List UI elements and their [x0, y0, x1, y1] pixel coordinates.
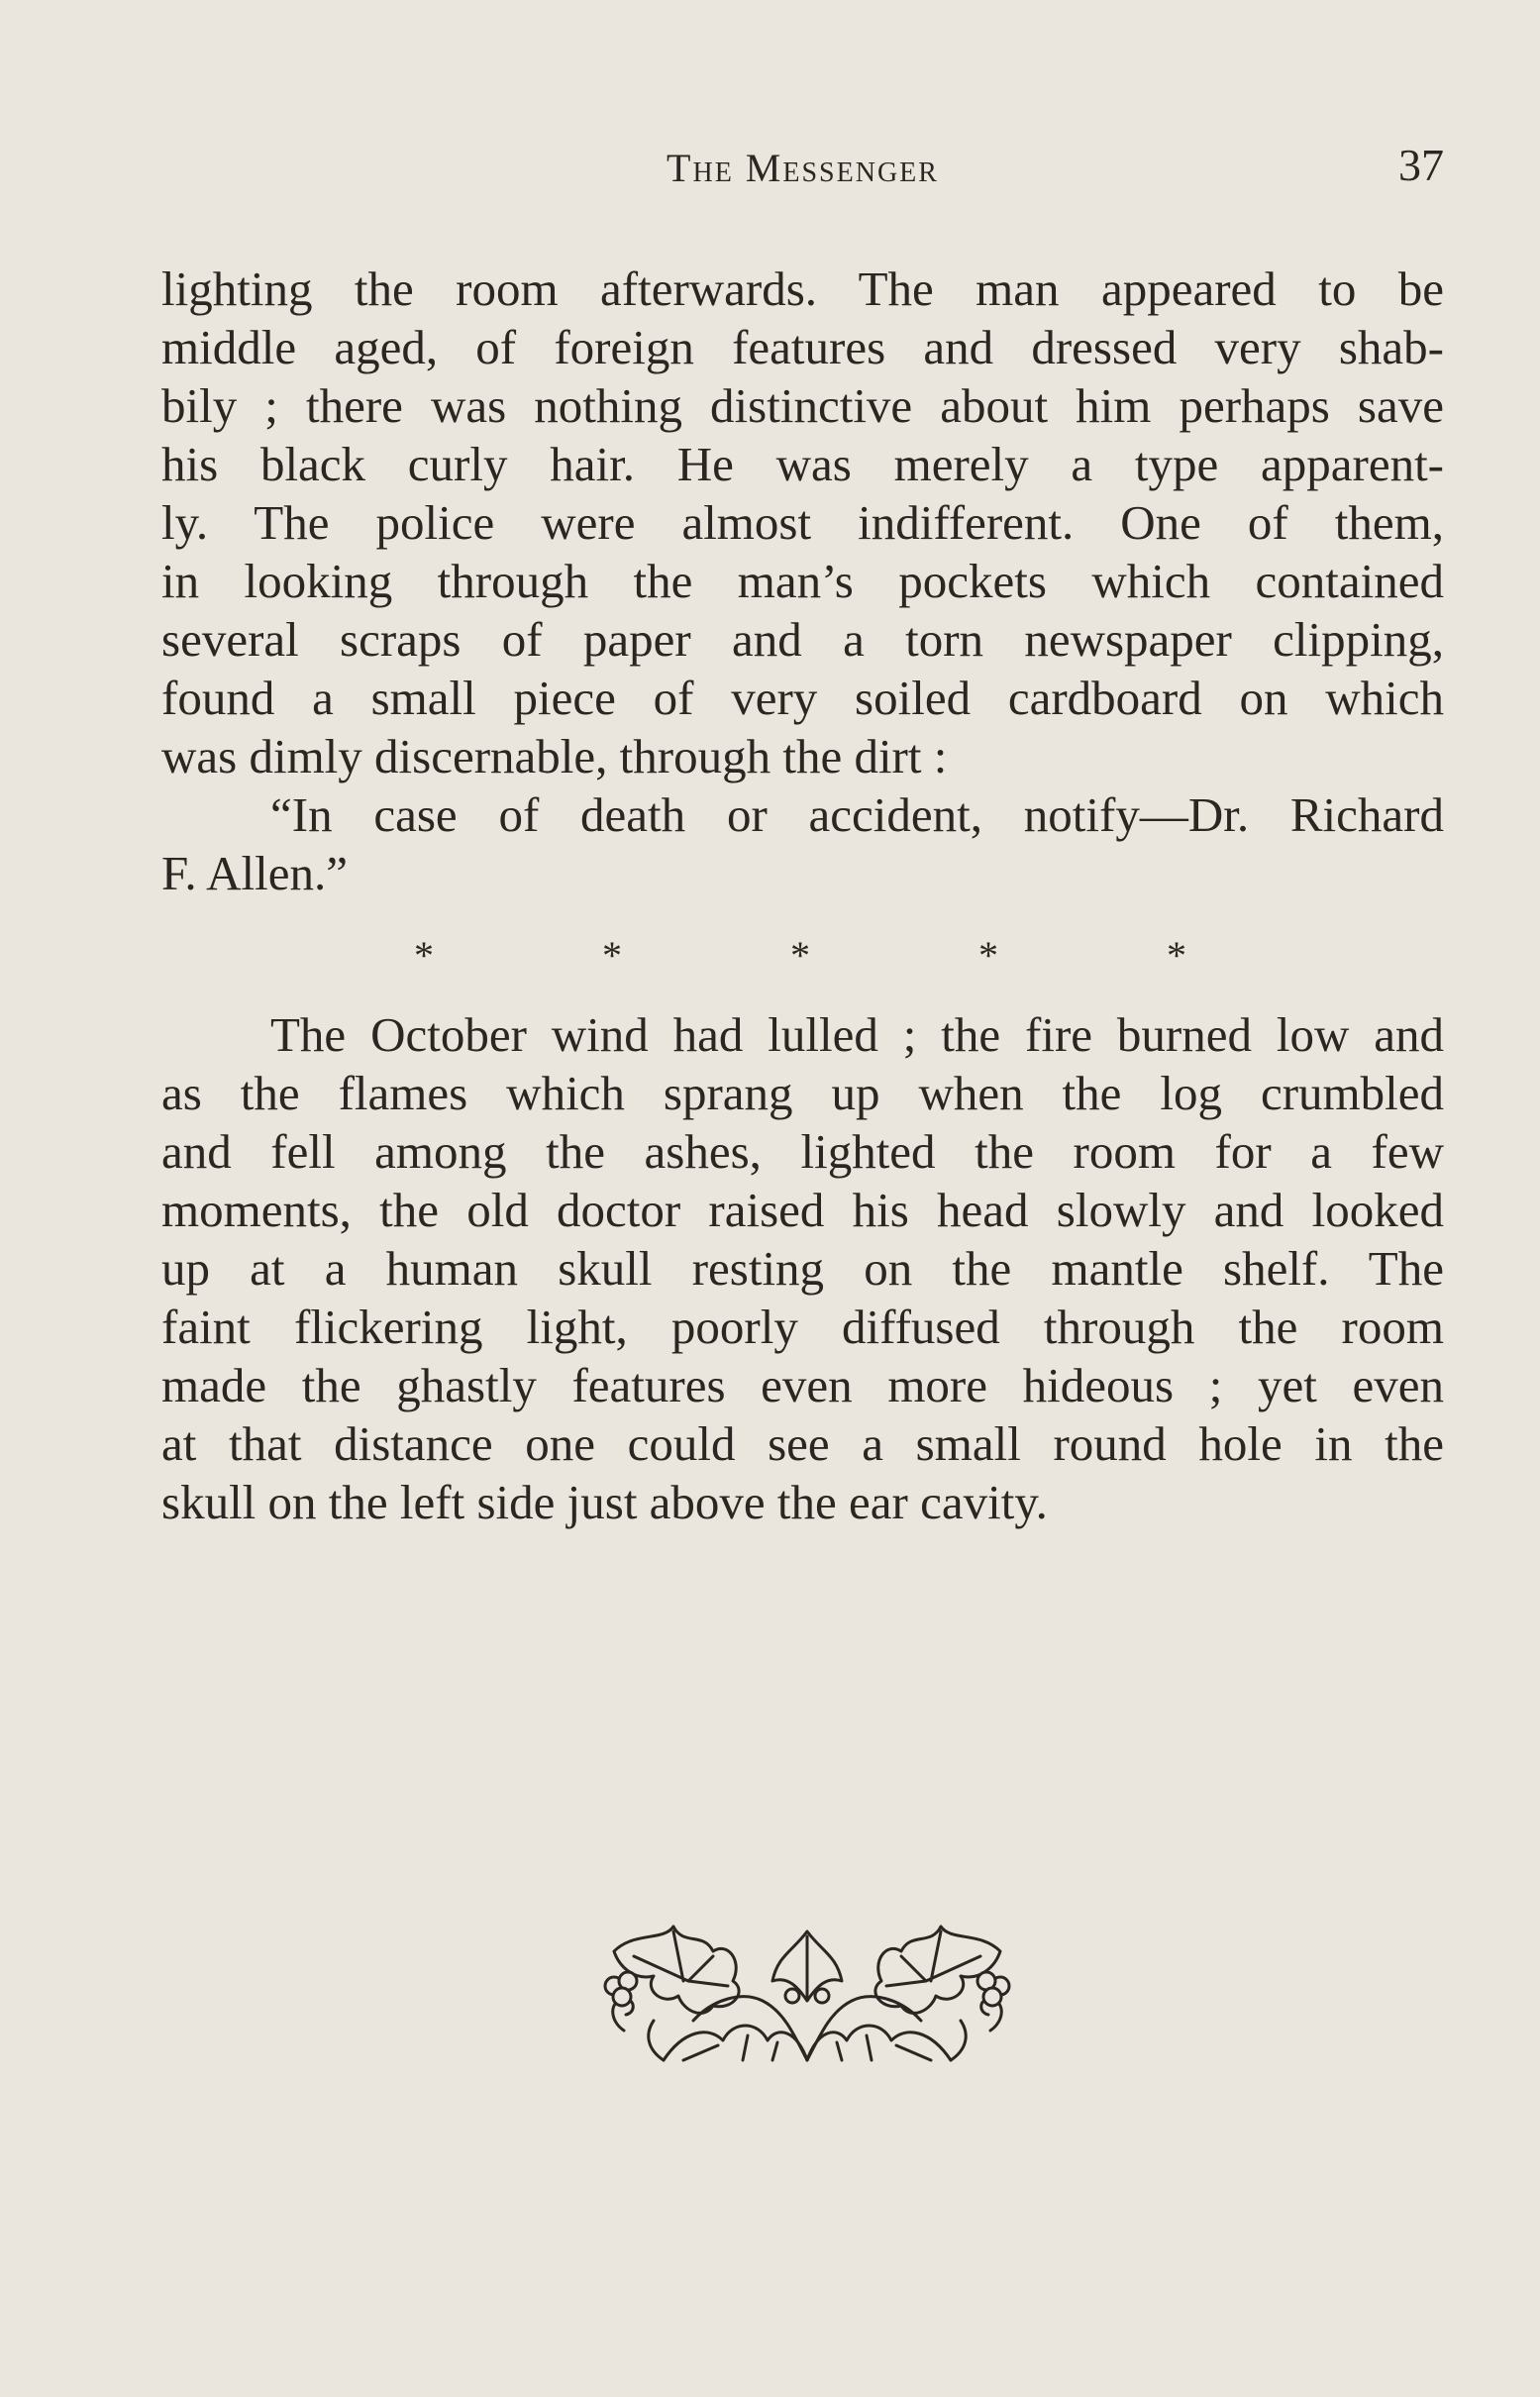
text-line: lighting the room afterwards. The man appeared to be [161, 261, 1444, 316]
text-line: his black curly hair. He was merely a type apparent- [161, 437, 1444, 491]
text-line: The October wind had lulled ; the fire burned low and [270, 1007, 1444, 1062]
asterisk: * [602, 933, 622, 978]
asterisk: * [978, 933, 998, 978]
paragraph-2 [161, 785, 1444, 902]
text-line: skull on the left side just above the ear cavity. [161, 1475, 1048, 1529]
text-line: found a small piece of very soiled cardboard on which [161, 671, 1444, 725]
text-line: made the ghastly features even more hideous ; yet even [161, 1358, 1444, 1412]
text-line: bily ; there was nothing distinctive about him perhaps save [161, 378, 1444, 433]
text-line: F. Allen.” [161, 846, 348, 900]
text-line: several scraps of paper and a torn newspaper clipping, [161, 612, 1444, 667]
text-line: in looking through the man’s pockets which contained [161, 554, 1444, 608]
running-title: The Messenger [667, 146, 939, 190]
asterisk: * [414, 933, 434, 978]
paragraph-3 [161, 1005, 1444, 1531]
section-separator [414, 926, 1186, 986]
asterisk: * [1167, 933, 1186, 978]
text-line: “In case of death or accident, notify—Dr. Richard [270, 787, 1444, 842]
asterisk: * [790, 933, 810, 978]
text-line: middle aged, of foreign features and dressed very shab- [161, 320, 1444, 374]
text-line: as the flames which sprang up when the log crumbled [161, 1066, 1444, 1120]
body-text [161, 260, 1444, 1531]
paragraph-1 [161, 260, 1444, 785]
text-line: and fell among the ashes, lighted the room for a few [161, 1124, 1444, 1179]
running-head [161, 139, 1444, 198]
text-line: was dimly discernable, through the dirt : [161, 729, 948, 783]
floral-vine-ornament-icon [594, 1912, 1020, 2080]
text-line: up at a human skull resting on the mantle shelf. The [161, 1241, 1444, 1296]
text-line: faint flickering light, poorly diffused through the room [161, 1300, 1444, 1354]
text-line: ly. The police were almost indifferent. One of them, [161, 495, 1444, 550]
text-line: at that distance one could see a small round hole in the [161, 1416, 1444, 1471]
text-line: moments, the old doctor raised his head slowly and looked [161, 1183, 1444, 1237]
page-number: 37 [1398, 140, 1444, 190]
